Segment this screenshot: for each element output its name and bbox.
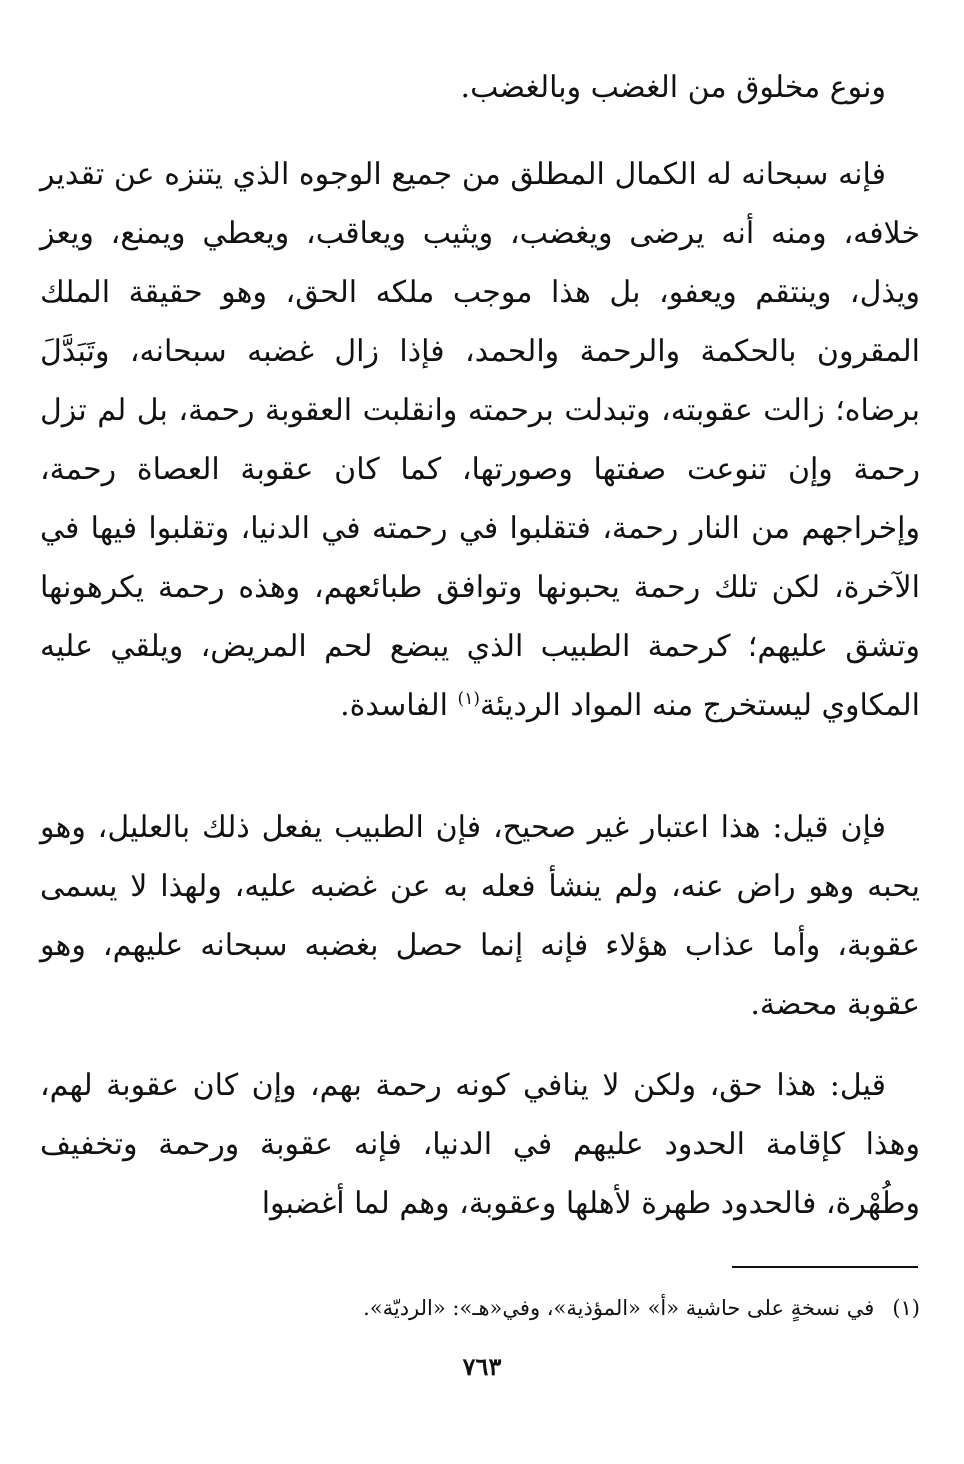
footnote-number: (١) [892,1296,920,1320]
paragraph-4 [40,1056,920,1233]
paragraph-2-text: فإنه سبحانه له الكمال المطلق من جميع الوجوه الذي يتنزه عن تقدير خلافه، ومنه أنه يرضى ويغضب، ويثيب ويعاقب، ويعطي ويمنع، ويعز ويذل، وينتقم ويعفو، بل هذا موجب ملكه الحق، وهو حقيقة الملك المقرون بالحكمة والرحمة والحمد، فإذا زال غضبه سبحانه، وتَبَدَّلَ برضاه؛ زالت عقوبته، وتبدلت برحمته وانقلبت العقوبة رحمة، بل لم تزل رحمة وإن تنوعت صفتها وصورتها، كما كان عقوبة العصاة رحمة، وإخراجهم من النار رحمة، فتقلبوا في رحمته في الدنيا، وتقلبوا فيها في الآخرة، لكن تلك رحمة يحبونها وتوافق طبائعهم، وهذه رحمة يكرهونها وتشق عليهم؛ كرحمة الطبيب الذي يبضع لحم المريض، ويلقي عليه المكاوي ليستخرج منه المواد الرديئة [40,157,921,723]
footnote-separator [732,1266,918,1268]
paragraph-3-text: فإن قيل: هذا اعتبار غير صحيح، فإن الطبيب يفعل ذلك بالعليل، وهو يحبه وهو راض عنه، ولم ينشأ فعله به عن غضبه عليه، ولهذا لا يسمى عقوبة، وأما عذاب هؤلاء فإنه إنما حصل بغضبه سبحانه عليهم، وهو عقوبة محضة. [40,810,920,1022]
footnote [40,1290,920,1326]
paragraph-2 [40,145,920,735]
paragraph-2-text-end: الفاسدة. [340,688,458,723]
footnote-text: في نسخةٍ على حاشية «أ» «المؤذية»، وفي«هـ»: «الرديّة». [363,1296,875,1320]
paragraph-4-text: قيل: هذا حق، ولكن لا ينافي كونه رحمة بهم، وإن كان عقوبة لهم، وهذا كإقامة الحدود عليهم في الدنيا، فإنه عقوبة ورحمة وتخفيف وطُهْرة، فالحدود طهرة لأهلها وعقوبة، وهم لما أغضبوا [40,1068,920,1221]
paragraph-1-text: ونوع مخلوق من الغضب وبالغضب. [460,70,886,105]
paragraph-1 [40,58,920,117]
paragraph-3 [40,798,920,1034]
footnote-reference: (١) [457,689,480,709]
page-number: ٧٦٣ [462,1352,502,1381]
